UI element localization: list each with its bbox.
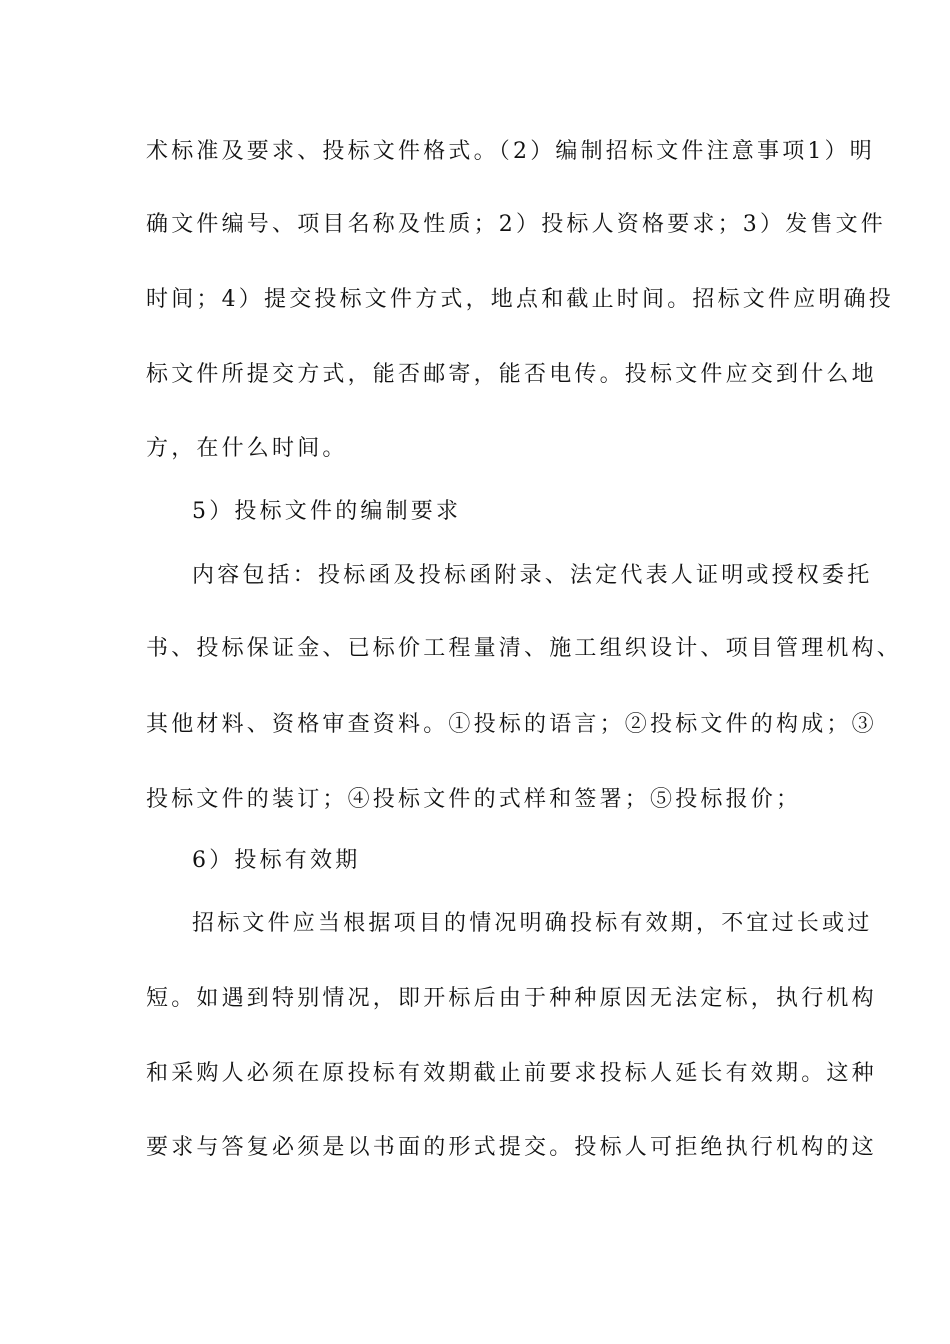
paragraph-line: 短。如遇到特别情况，即开标后由于种种原因无法定标，执行机构: [146, 986, 877, 1011]
paragraph-line: 其他材料、资格审查资料。①投标的语言；②投标文件的构成；③: [146, 712, 877, 737]
section-heading-5: 5）投标文件的编制要求: [192, 499, 462, 524]
section-heading-6: 6）投标有效期: [192, 848, 361, 873]
paragraph-line: 要求与答复必须是以书面的形式提交。投标人可拒绝执行机构的这: [146, 1135, 877, 1160]
paragraph-line: 投标文件的装订；④投标文件的式样和签署；⑤投标报价；: [146, 787, 802, 812]
paragraph-line: 术标准及要求、投标文件格式。（2）编制招标文件注意事项1）明: [146, 139, 875, 164]
paragraph-line: 方，在什么时间。: [146, 436, 348, 461]
paragraph-line: 时间；4）提交投标文件方式，地点和截止时间。招标文件应明确投: [146, 287, 894, 312]
paragraph-line: 标文件所提交方式，能否邮寄，能否电传。投标文件应交到什么地: [146, 362, 877, 387]
paragraph-line: 确文件编号、项目名称及性质；2）投标人资格要求；3）发售文件: [146, 212, 886, 237]
paragraph-line: 内容包括：投标函及投标函附录、法定代表人证明或授权委托: [192, 563, 873, 588]
paragraph-line: 招标文件应当根据项目的情况明确投标有效期，不宜过长或过: [192, 911, 873, 936]
paragraph-line: 和采购人必须在原投标有效期截止前要求投标人延长有效期。这种: [146, 1061, 877, 1086]
paragraph-line: 书、投标保证金、已标价工程量清、施工组织设计、项目管理机构、: [146, 636, 903, 661]
